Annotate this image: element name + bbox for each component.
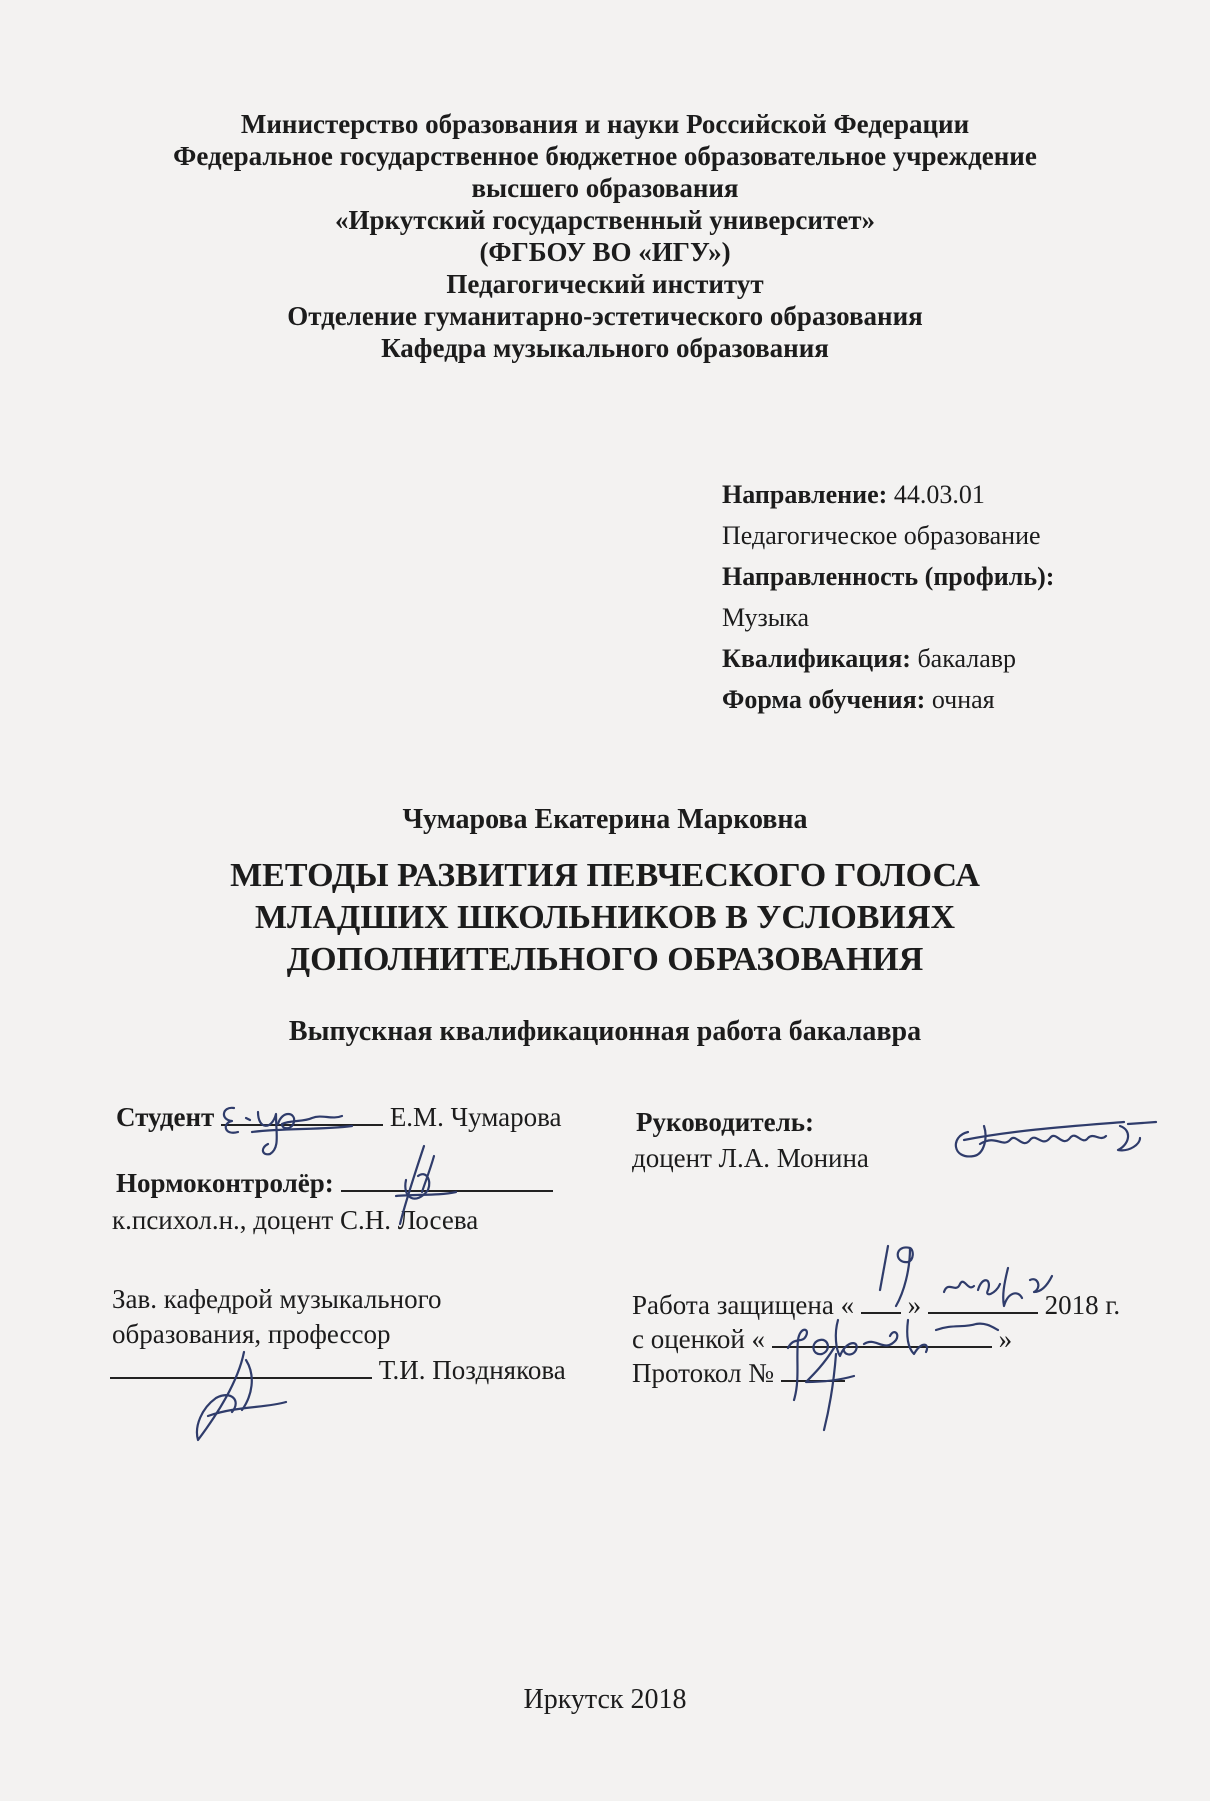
grade-prefix: с оценкой « bbox=[632, 1324, 766, 1354]
direction-row bbox=[722, 478, 985, 512]
student-name: Е.М. Чумарова bbox=[389, 1102, 562, 1132]
defense-prefix: Работа защищена « bbox=[632, 1290, 855, 1320]
defense-mid: » bbox=[907, 1290, 922, 1320]
university-type-line: Федеральное государственное бюджетное образовательное учреждение bbox=[173, 141, 1037, 171]
student-label: Студент bbox=[116, 1102, 215, 1132]
institute-name: Педагогический институт bbox=[446, 269, 764, 299]
head-title-line-2: образования, профессор bbox=[112, 1319, 391, 1349]
protocol-label: Протокол № bbox=[632, 1358, 774, 1388]
normcontrol-name: к.психол.н., доцент С.Н. Лосева bbox=[112, 1205, 479, 1235]
author-name: Чумарова Екатерина Марковна bbox=[402, 804, 808, 835]
qualification-label: Квалификация: bbox=[722, 644, 911, 673]
supervisor-signature bbox=[944, 1104, 1164, 1184]
handwritten-protocol-number bbox=[796, 1344, 866, 1434]
head-line bbox=[110, 1353, 566, 1386]
education-level-line: высшего образования bbox=[471, 173, 739, 203]
university-name: «Иркутский государственный университет» bbox=[335, 205, 875, 235]
profile-label: Направленность (профиль): bbox=[722, 562, 1055, 591]
ministry-line: Министерство образования и науки Российской Федерации bbox=[240, 109, 970, 139]
study-form-row bbox=[722, 683, 995, 717]
study-form-value: очная bbox=[931, 685, 995, 714]
work-type: Выпускная квалификационная работа бакалавра bbox=[288, 1016, 922, 1047]
direction-label: Направление: bbox=[722, 480, 888, 509]
grade-suffix: » bbox=[998, 1324, 1013, 1354]
chair-name: Кафедра музыкального образования bbox=[381, 333, 829, 363]
study-form-label: Форма обучения: bbox=[722, 685, 926, 714]
profile-value: Музыка bbox=[722, 603, 809, 632]
normcontrol-signature bbox=[376, 1140, 466, 1230]
supervisor-name: доцент Л.А. Монина bbox=[632, 1143, 869, 1173]
normcontrol-label: Нормоконтролёр: bbox=[116, 1168, 334, 1198]
department-division: Отделение гуманитарно-эстетического образования bbox=[287, 301, 923, 331]
thesis-title-line-3: ДОПОЛНИТЕЛЬНОГО ОБРАЗОВАНИЯ bbox=[286, 941, 924, 978]
qualification-row bbox=[722, 642, 1016, 676]
normcontrol-line bbox=[116, 1166, 553, 1199]
direction-code: 44.03.01 bbox=[893, 480, 985, 509]
university-abbrev: (ФГБОУ ВО «ИГУ») bbox=[479, 237, 731, 267]
thesis-title-line-1: МЕТОДЫ РАЗВИТИЯ ПЕВЧЕСКОГО ГОЛОСА bbox=[230, 857, 980, 894]
direction-name: Педагогическое образование bbox=[722, 521, 1041, 550]
head-signature bbox=[186, 1346, 296, 1446]
city-year: Иркутск 2018 bbox=[523, 1684, 687, 1715]
student-signature bbox=[212, 1090, 372, 1160]
thesis-title-line-2: МЛАДШИХ ШКОЛЬНИКОВ В УСЛОВИЯХ bbox=[254, 899, 956, 936]
supervisor-label: Руководитель: bbox=[636, 1107, 815, 1137]
qualification-value: бакалавр bbox=[917, 644, 1017, 673]
head-title-line-1: Зав. кафедрой музыкального bbox=[112, 1284, 442, 1314]
head-name: Т.И. Позднякова bbox=[378, 1355, 566, 1385]
defense-year: 2018 г. bbox=[1044, 1290, 1121, 1320]
